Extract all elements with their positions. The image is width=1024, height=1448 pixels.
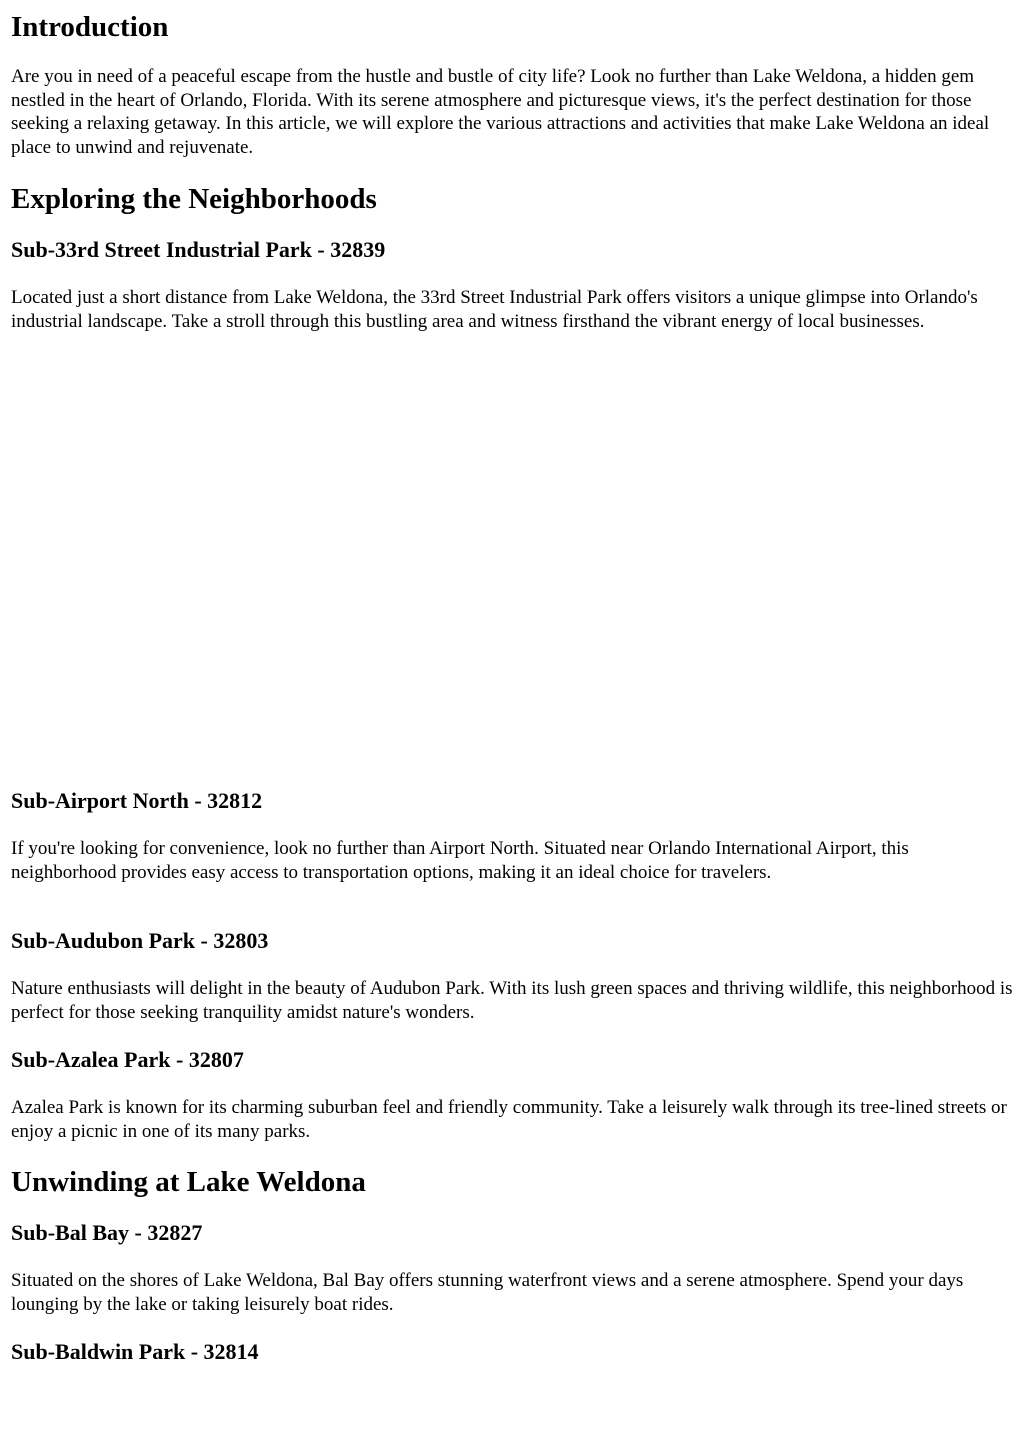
neighborhood-audubon-park-paragraph: Nature enthusiasts will delight in the beauty of Audubon Park. With its lush green spaces and thriving wildlife, this neighborhood is perfect for those seeking tranquility amidst nature's wonders. [11, 978, 1013, 1023]
exploring-neighborhoods-heading: Exploring the Neighborhoods [11, 183, 377, 215]
introduction-heading: Introduction [11, 11, 169, 43]
neighborhood-azalea-park-paragraph: Azalea Park is known for its charming suburban feel and friendly community. Take a leisurely walk through its tree-lined streets or enjoy a picnic in one of its many parks. [11, 1097, 1007, 1142]
blank-space [11, 333, 1013, 788]
neighborhood-33rd-street-heading: Sub-33rd Street Industrial Park - 32839 [11, 237, 386, 262]
neighborhood-33rd-street-paragraph: Located just a short distance from Lake Weldona, the 33rd Street Industrial Park offers visitors a unique glimpse into Orlando's industrial landscape. Take a stroll through this bustling area and witness firsthand the vibrant energy of local businesses. [11, 287, 978, 332]
neighborhood-bal-bay-heading: Sub-Bal Bay - 32827 [11, 1220, 203, 1245]
unwinding-heading: Unwinding at Lake Weldona [11, 1166, 366, 1198]
neighborhood-airport-north-heading: Sub-Airport North - 32812 [11, 788, 263, 813]
introduction-paragraph: Are you in need of a peaceful escape from the hustle and bustle of city life? Look no further than Lake Weldona, a hidden gem nestled in the heart of Orlando, Florida. With its serene atmosphere and picturesque views, it's the perfect destination for those seeking a relaxing getaway. In this article, we will explore the various attractions and activities that make Lake Weldona an ideal place to unwind and rejuvenate. [11, 66, 990, 158]
neighborhood-airport-north-paragraph: If you're looking for convenience, look no further than Airport North. Situated near Orlando International Airport, this neighborhood provides easy access to transportation options, making it an ideal choice for travelers. [11, 838, 909, 883]
neighborhood-bal-bay-paragraph: Situated on the shores of Lake Weldona, Bal Bay offers stunning waterfront views and a serene atmosphere. Spend your days lounging by the lake or taking leisurely boat rides. [11, 1270, 964, 1315]
neighborhood-baldwin-park-heading: Sub-Baldwin Park - 32814 [11, 1339, 259, 1364]
neighborhood-azalea-park-heading: Sub-Azalea Park - 32807 [11, 1047, 244, 1072]
neighborhood-audubon-park-heading: Sub-Audubon Park - 32803 [11, 928, 269, 953]
